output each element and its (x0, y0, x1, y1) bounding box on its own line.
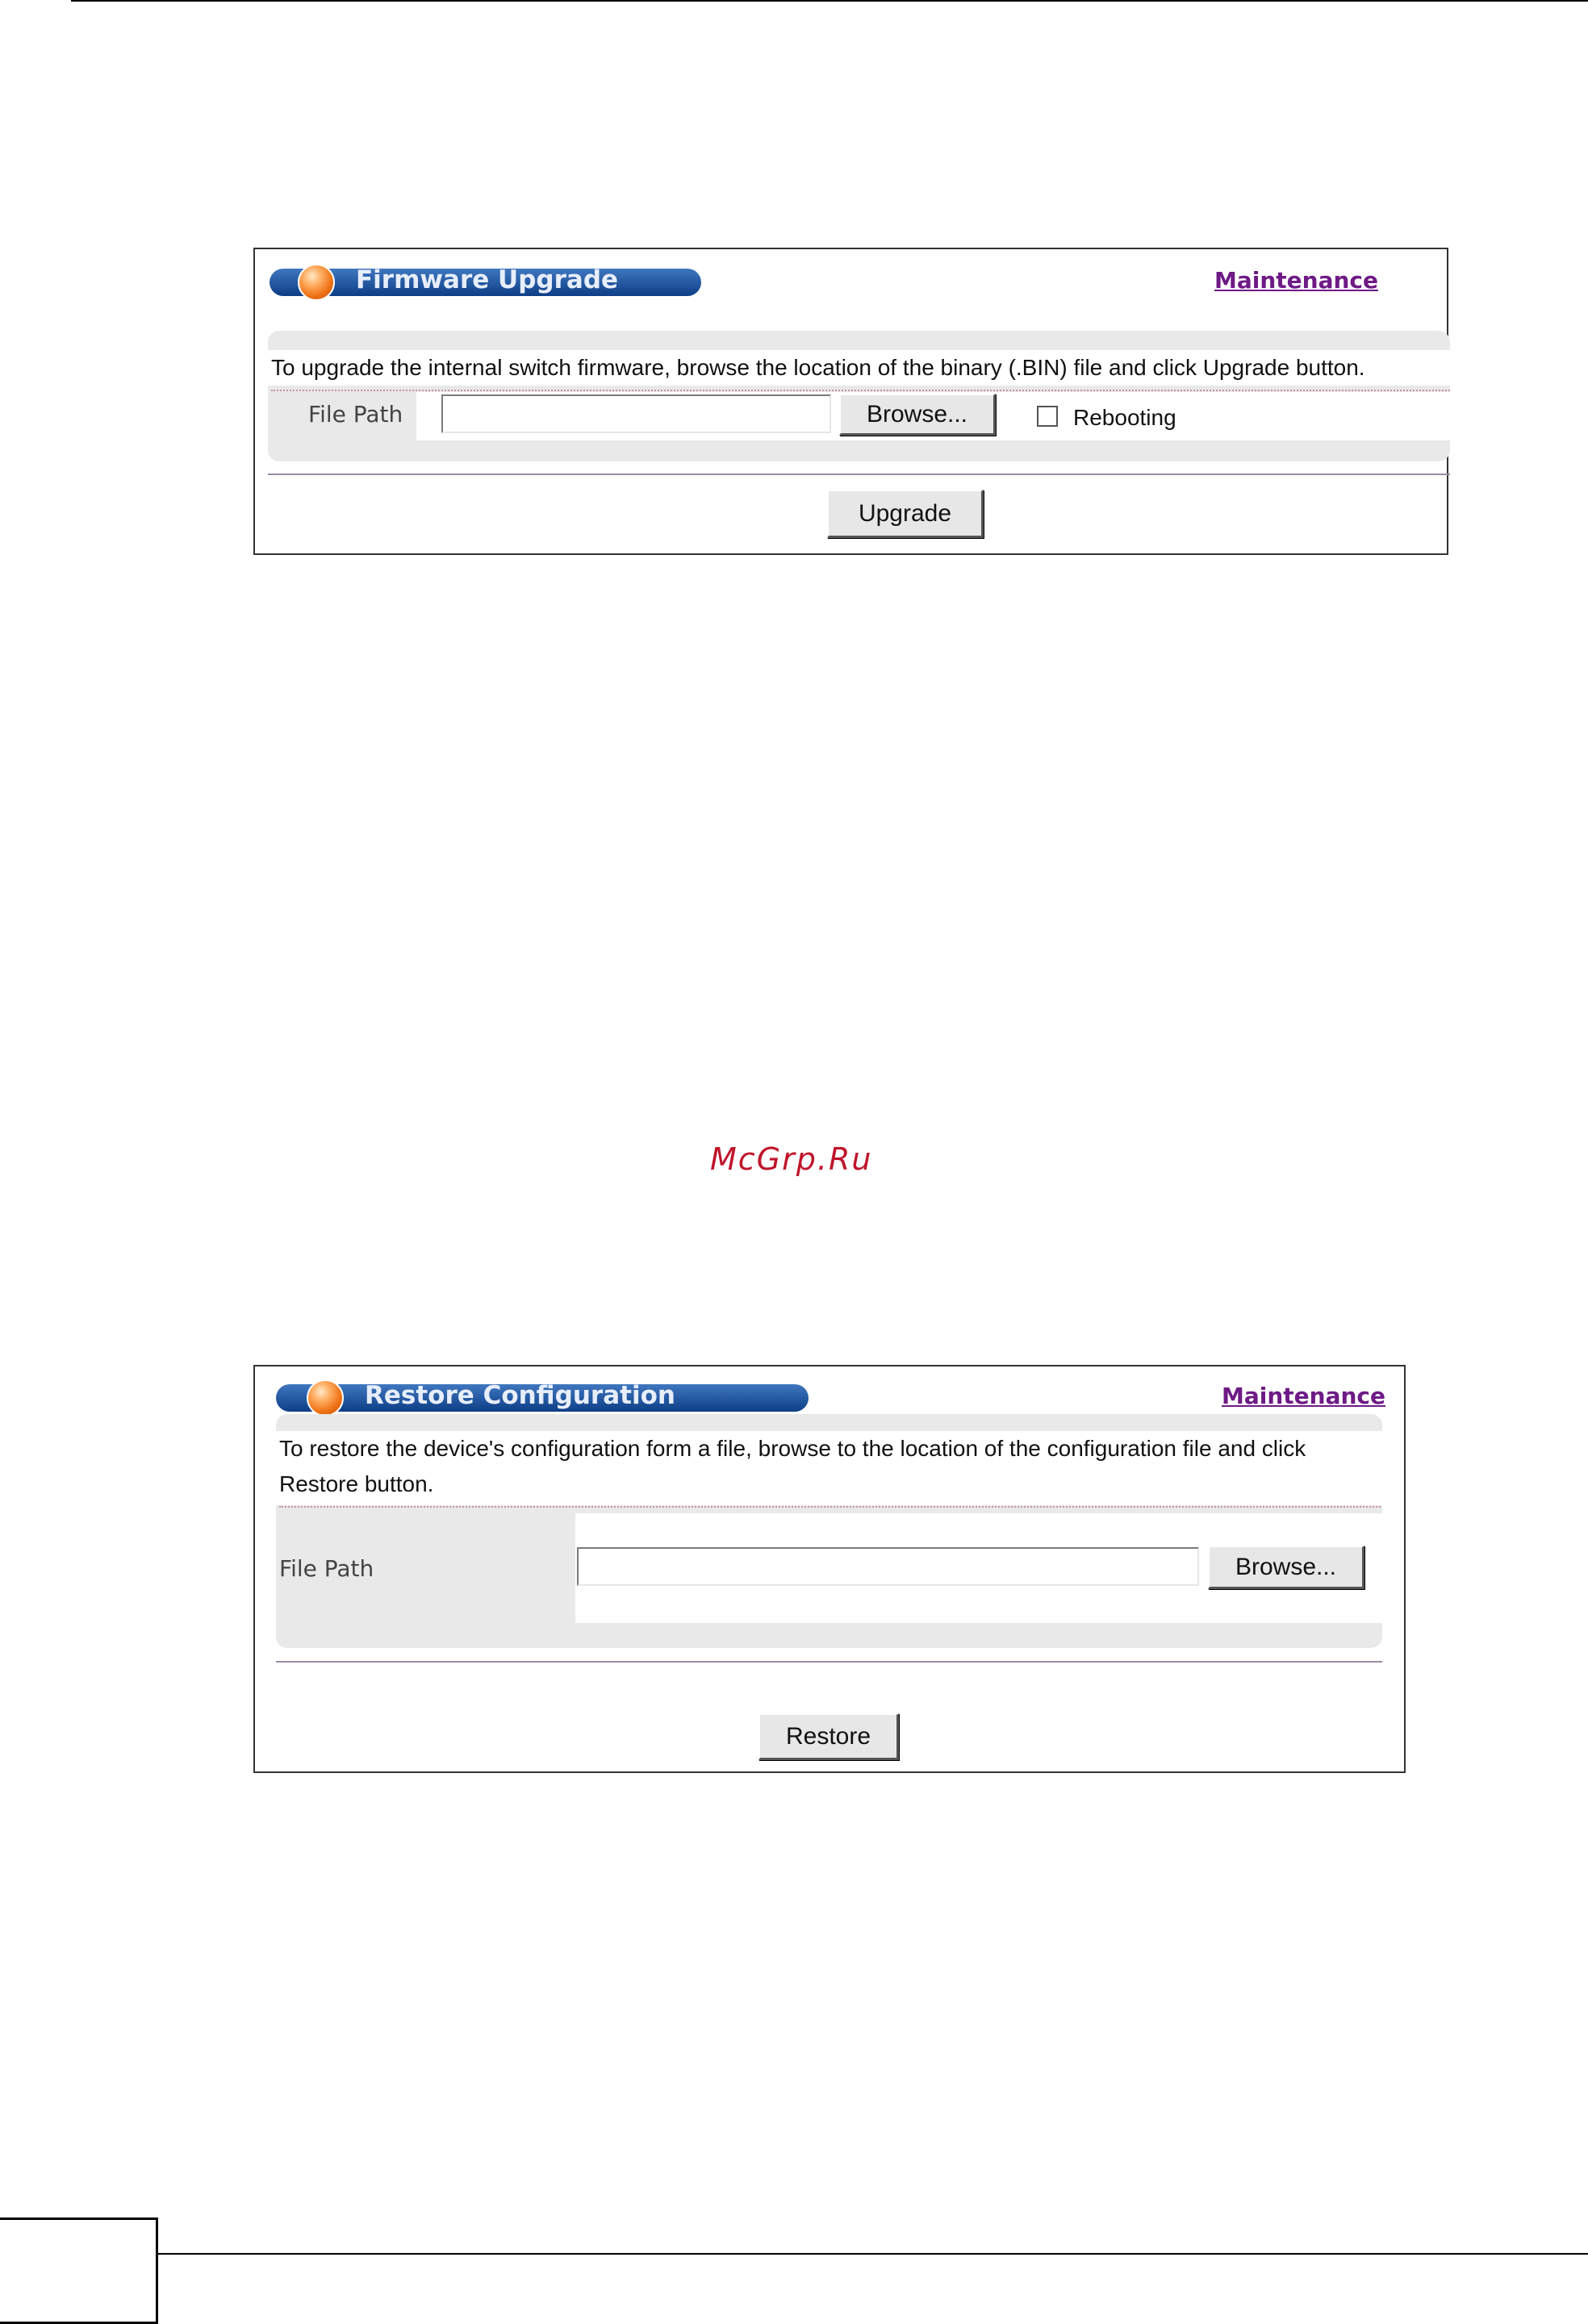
restore-button[interactable]: Restore (758, 1713, 899, 1760)
restore-dotted-divider (279, 1506, 1381, 1508)
restore-browse-button[interactable]: Browse... (1208, 1546, 1364, 1589)
maintenance-link[interactable]: Maintenance (1214, 267, 1379, 294)
upgrade-button[interactable]: Upgrade (827, 490, 984, 538)
firmware-separator (268, 474, 1450, 475)
file-path-label: File Path (279, 1555, 374, 1582)
file-path-label: File Path (308, 401, 403, 428)
page-number-box (0, 2218, 158, 2324)
restore-description: To restore the device's configuration form a file, browse to the location of the configuration file and click Restore button. (279, 1436, 1306, 1496)
firmware-dotted-divider (271, 390, 1450, 391)
firmware-description: To upgrade the internal switch firmware, browse the location of the binary (.BIN) file and click Upgrade button. (271, 355, 1365, 380)
orange-orb-icon (298, 264, 335, 301)
rebooting-label: Rebooting (1073, 405, 1176, 430)
rebooting-checkbox[interactable] (1037, 406, 1058, 427)
firmware-file-path-input[interactable] (441, 394, 831, 433)
firmware-title: Firmware Upgrade (356, 265, 619, 294)
restore-file-path-input[interactable] (577, 1547, 1199, 1586)
restore-configuration-panel (253, 1365, 1406, 1773)
orange-orb-icon (307, 1379, 344, 1417)
firmware-upgrade-panel (253, 248, 1448, 555)
page-top-rule (71, 0, 1588, 2)
maintenance-link[interactable]: Maintenance (1222, 1383, 1386, 1409)
restore-separator (276, 1661, 1382, 1663)
restore-title: Restore Configuration (365, 1381, 675, 1410)
firmware-browse-button[interactable]: Browse... (839, 394, 996, 436)
page-bottom-rule (157, 2253, 1588, 2255)
watermark-text: McGrp.Ru (710, 1141, 873, 1177)
